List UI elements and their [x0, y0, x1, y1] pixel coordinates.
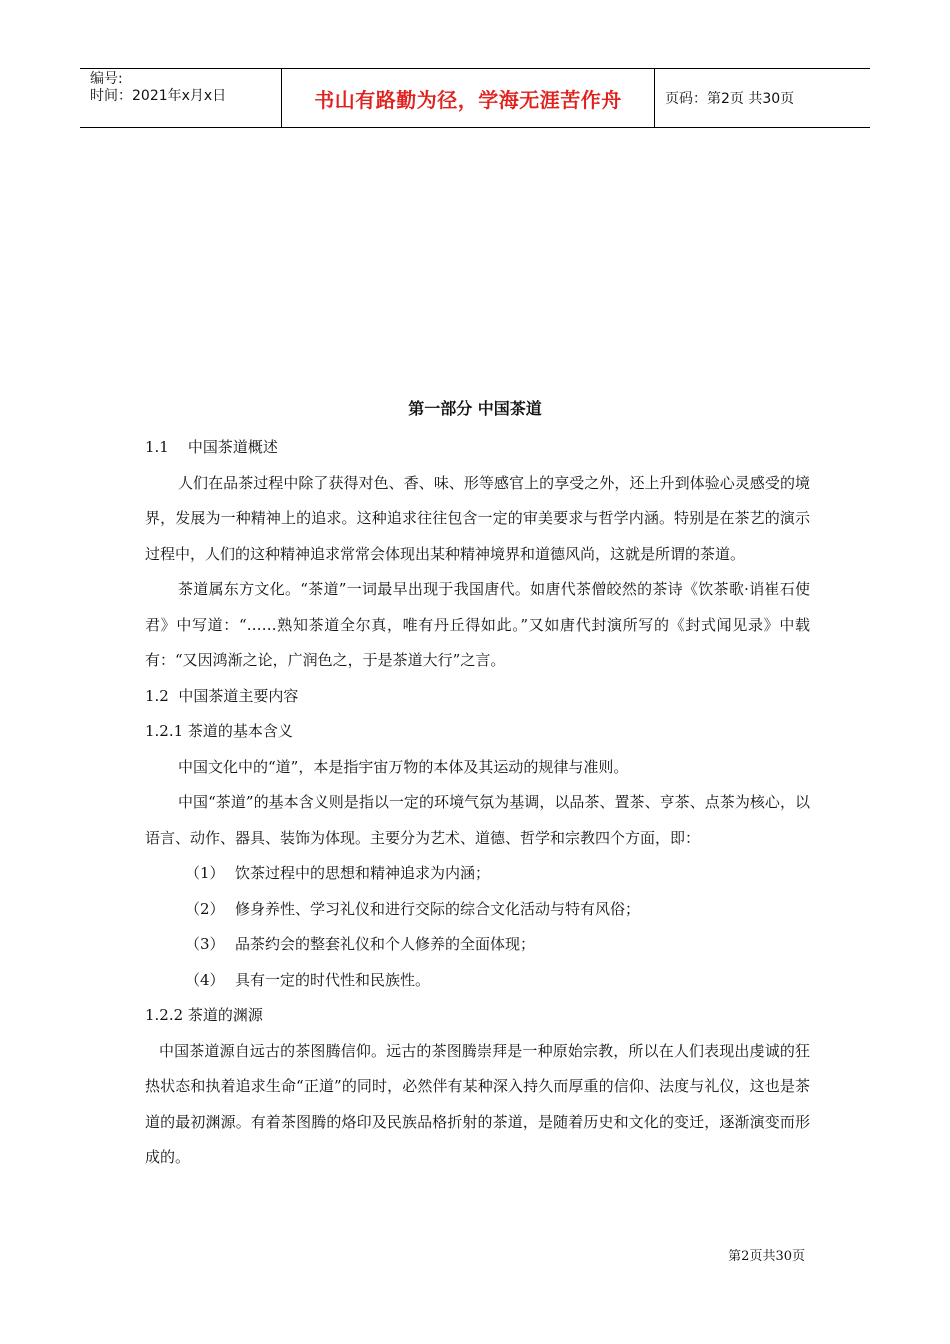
serial-number-label: 编号: — [90, 71, 123, 87]
list-item — [145, 963, 810, 999]
paragraph: 中国茶道源自远古的茶图腾信仰。远古的茶图腾崇拜是一种原始宗教，所以在人们表现出虔诚的狂热状态和执着追求生命“正道”的同时，必然伴有某种深入持久而厚重的信仰、法度与礼仪，这也是茶道的最初渊源。有着茶图腾的烙印及民族品格折射的茶道，是随着历史和文化的变迁，逐渐演变而形成的。 — [145, 1041, 810, 1166]
list-number: （4） — [185, 970, 225, 989]
list-number: （2） — [185, 899, 225, 918]
page-header — [80, 68, 870, 128]
header-meta-cell — [80, 69, 282, 127]
list-item — [145, 892, 810, 928]
document-title: 第一部分 中国茶道 — [408, 399, 542, 418]
list-text: 具有一定的时代性和民族性。 — [235, 970, 431, 989]
list-item — [145, 927, 810, 963]
section-heading-1-2-2: 1.2.2 茶道的渊源 — [145, 1006, 263, 1024]
date-line: 时间：2021年x月x日 — [90, 88, 227, 104]
paragraph: 茶道属东方文化。“茶道”一词最早出现于我国唐代。如唐代茶僧皎然的茶诗《饮茶歌·诮崔石使君》中写道：“……熟知茶道全尔真，唯有丹丘得如此。”又如唐代封演所写的《封式闻见录》中载有：“又因鸿渐之论，广润色之，于是茶道大行”之言。 — [145, 580, 810, 669]
header-motto: 书山有路勤为径，学海无涯苦作舟 — [282, 69, 655, 127]
list-number: （1） — [185, 864, 225, 882]
section-heading-1-1: 1.1 中国茶道概述 — [145, 438, 278, 456]
paragraph: 人们在品茶过程中除了获得对色、香、味、形等感官上的享受之外，还上升到体验心灵感受的境界，发展为一种精神上的追求。这种追求往往包含一定的审美要求与哲学内涵。特别是在茶艺的演示过程中，人们的这种精神追求常常会体现出某种精神境界和道德风尚，这就是所谓的茶道。 — [145, 473, 810, 563]
list-text: 修身养性、学习礼仪和进行交际的综合文化活动与特有风俗； — [235, 899, 641, 918]
list-item — [145, 856, 810, 892]
list-text: 品茶约会的整套礼仪和个人修养的全面体现； — [235, 935, 536, 953]
paragraph: 中国“茶道”的基本含义则是指以一定的环境气氛为基调，以品茶、置茶、亨茶、点茶为核心，以语言、动作、器具、装饰为体现。主要分为艺术、道德、哲学和宗教四个方面，即： — [145, 793, 810, 847]
page-footer-number: 第2页共30页 — [728, 1249, 805, 1264]
section-heading-1-2: 1.2 中国茶道主要内容 — [145, 686, 299, 705]
paragraph: 中国文化中的“道”，本是指宇宙万物的本体及其运动的规律与准则。 — [178, 757, 629, 776]
list-number: （3） — [185, 935, 225, 953]
list-text: 饮茶过程中的思想和精神追求为内涵； — [235, 864, 491, 882]
header-page-info: 页码：第2页 共30页 — [665, 91, 795, 107]
section-heading-1-2-1: 1.2.1 茶道的基本含义 — [145, 722, 293, 740]
document-body — [145, 430, 810, 1176]
